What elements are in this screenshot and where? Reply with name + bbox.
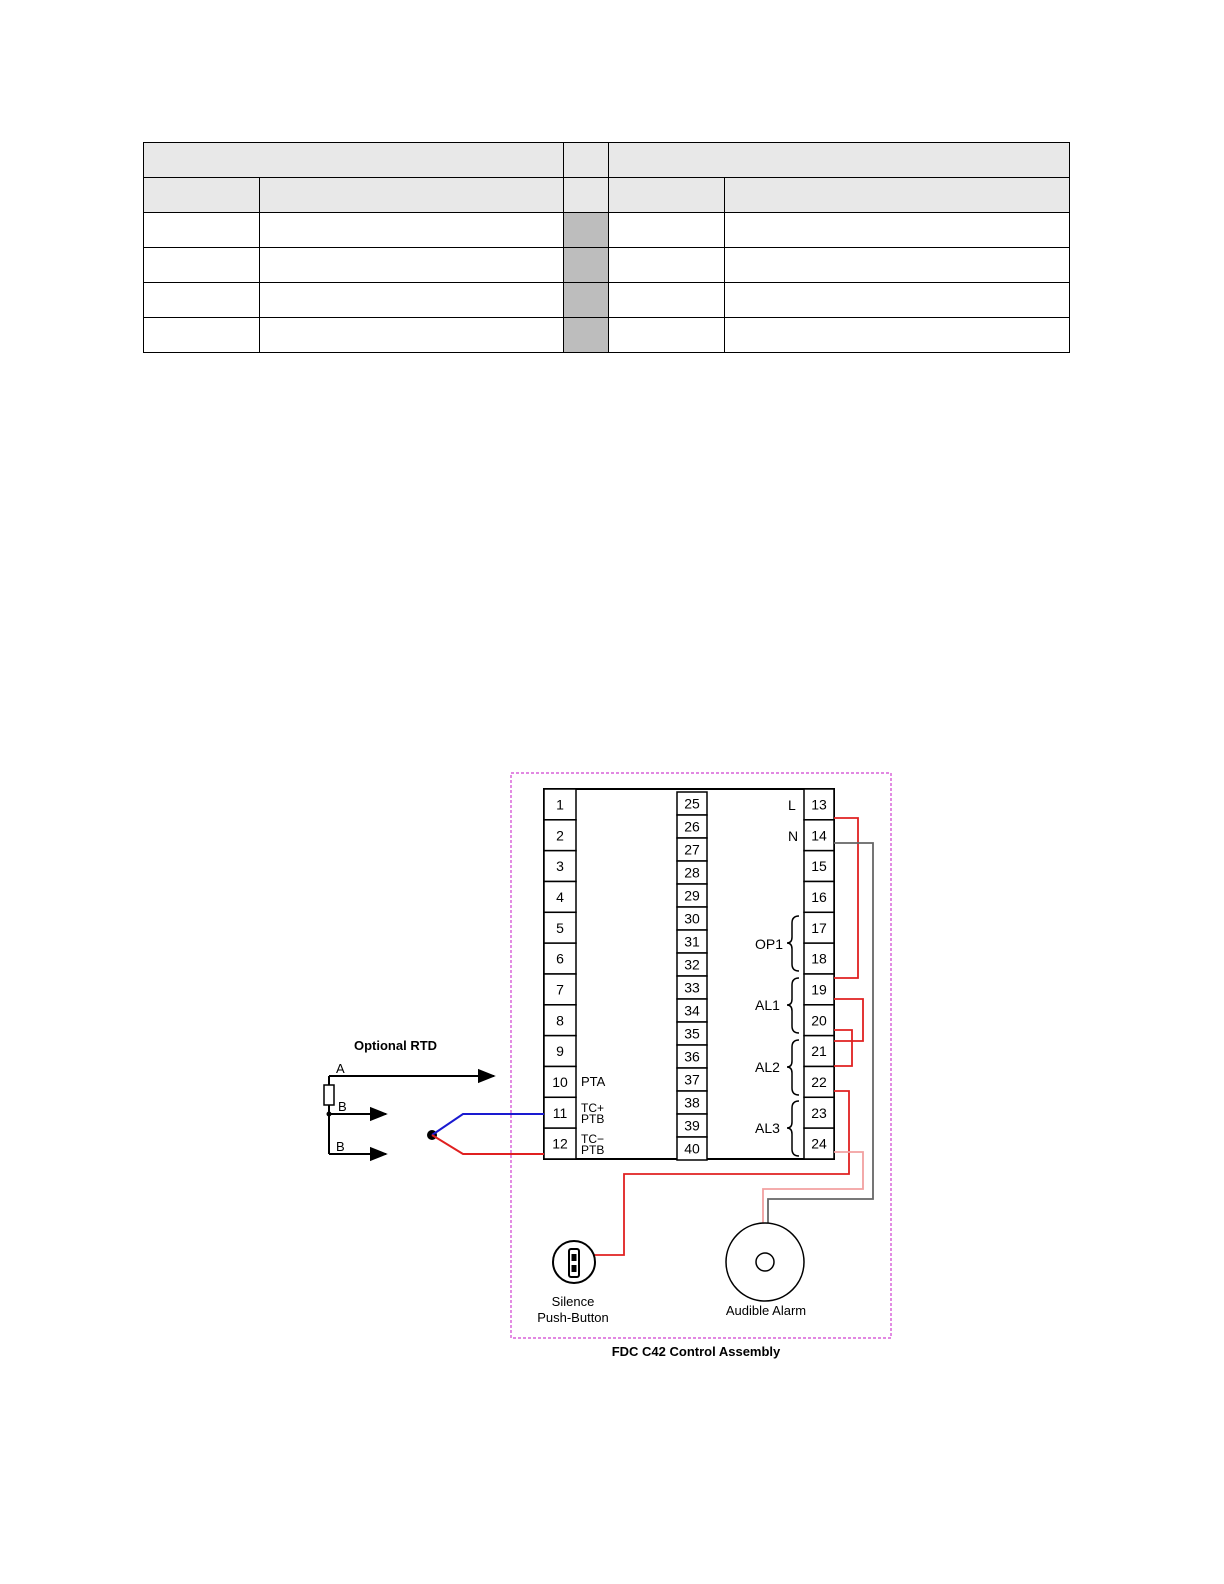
terminal-number: 3 xyxy=(556,858,564,875)
line-jumper-wire xyxy=(834,818,858,978)
ptb-minus-label: PTB xyxy=(581,1143,605,1157)
terminal-number: 12 xyxy=(552,1135,568,1152)
terminal-number: 29 xyxy=(684,887,700,904)
al2-label: AL2 xyxy=(755,1059,780,1075)
tc-plus-label: TC+ xyxy=(581,1101,605,1115)
right-terminal-column xyxy=(804,789,834,1159)
terminal-number: 40 xyxy=(684,1140,700,1157)
terminal-number: 26 xyxy=(684,818,700,835)
terminal-number: 36 xyxy=(684,1048,700,1065)
terminal-number: 11 xyxy=(552,1104,568,1121)
terminal-number: 8 xyxy=(556,1012,564,1029)
terminal-number: 28 xyxy=(684,864,700,881)
al1-to-al2-wire xyxy=(834,999,863,1041)
tc-negative-wire xyxy=(432,1135,544,1154)
terminal-number: 39 xyxy=(684,1117,700,1134)
rtd-lead-b1-label: B xyxy=(338,1099,347,1114)
terminal-number: 2 xyxy=(556,827,564,844)
terminal-number: 4 xyxy=(556,888,564,905)
terminal-number: 1 xyxy=(556,796,564,813)
terminal-number: 7 xyxy=(556,981,564,998)
terminal-number: 38 xyxy=(684,1094,700,1111)
pta-label: PTA xyxy=(581,1074,606,1089)
ptb-plus-label: PTB xyxy=(581,1112,605,1126)
terminal-number: 16 xyxy=(811,888,827,905)
al1-label: AL1 xyxy=(755,997,780,1013)
terminal-number: 23 xyxy=(811,1104,827,1121)
op1-label: OP1 xyxy=(755,936,784,952)
terminal-number: 9 xyxy=(556,1043,564,1060)
silence-button-contact xyxy=(572,1254,577,1261)
rtd-junction-dot xyxy=(327,1112,332,1117)
al3-label: AL3 xyxy=(755,1120,780,1136)
terminal-number: 17 xyxy=(811,919,827,936)
terminal-number: 22 xyxy=(811,1073,827,1090)
neutral-label: N xyxy=(788,828,799,844)
tc-minus-label: TC− xyxy=(581,1132,605,1146)
terminal-number: 13 xyxy=(811,796,827,813)
left-terminal-column xyxy=(544,789,576,1159)
rtd-resistor-icon xyxy=(324,1085,334,1105)
terminal-number: 6 xyxy=(556,950,564,967)
al3-to-alarm-wire xyxy=(763,1152,863,1226)
terminal-number: 14 xyxy=(811,827,827,844)
terminal-number: 5 xyxy=(556,919,564,936)
silence-button-switch xyxy=(569,1249,579,1277)
terminal-number: 15 xyxy=(811,858,827,875)
audible-alarm-label: Audible Alarm xyxy=(725,1303,807,1318)
al1-to-al2-return-wire xyxy=(834,1030,852,1066)
line-label: L xyxy=(788,797,796,813)
silence-button-contact xyxy=(572,1265,577,1272)
silence-label-line2: Push-Button xyxy=(537,1310,609,1325)
terminal-number: 32 xyxy=(684,956,700,973)
terminal-number: 37 xyxy=(684,1071,700,1088)
rtd-lead-a-label: A xyxy=(336,1061,345,1076)
terminal-number: 18 xyxy=(811,950,827,967)
terminal-number: 34 xyxy=(684,1002,700,1019)
rtd-lead-b2-label: B xyxy=(336,1139,345,1154)
rtd-title: Optional RTD xyxy=(354,1038,438,1053)
assembly-caption: FDC C42 Control Assembly xyxy=(611,1344,781,1359)
terminal-number: 24 xyxy=(811,1135,827,1152)
silence-label-line1: Silence xyxy=(551,1294,595,1309)
terminal-number: 10 xyxy=(552,1073,568,1090)
audible-alarm-center xyxy=(756,1253,774,1271)
terminal-number: 21 xyxy=(811,1043,827,1060)
terminal-number: 31 xyxy=(684,933,700,950)
terminal-number: 27 xyxy=(684,841,700,858)
terminal-number: 30 xyxy=(684,910,700,927)
terminal-number: 20 xyxy=(811,1012,827,1029)
terminal-number: 19 xyxy=(811,981,827,998)
tc-positive-wire xyxy=(432,1114,544,1135)
terminal-number: 35 xyxy=(684,1025,700,1042)
terminal-number: 25 xyxy=(684,795,700,812)
terminal-number: 33 xyxy=(684,979,700,996)
middle-terminal-column xyxy=(677,792,707,1160)
